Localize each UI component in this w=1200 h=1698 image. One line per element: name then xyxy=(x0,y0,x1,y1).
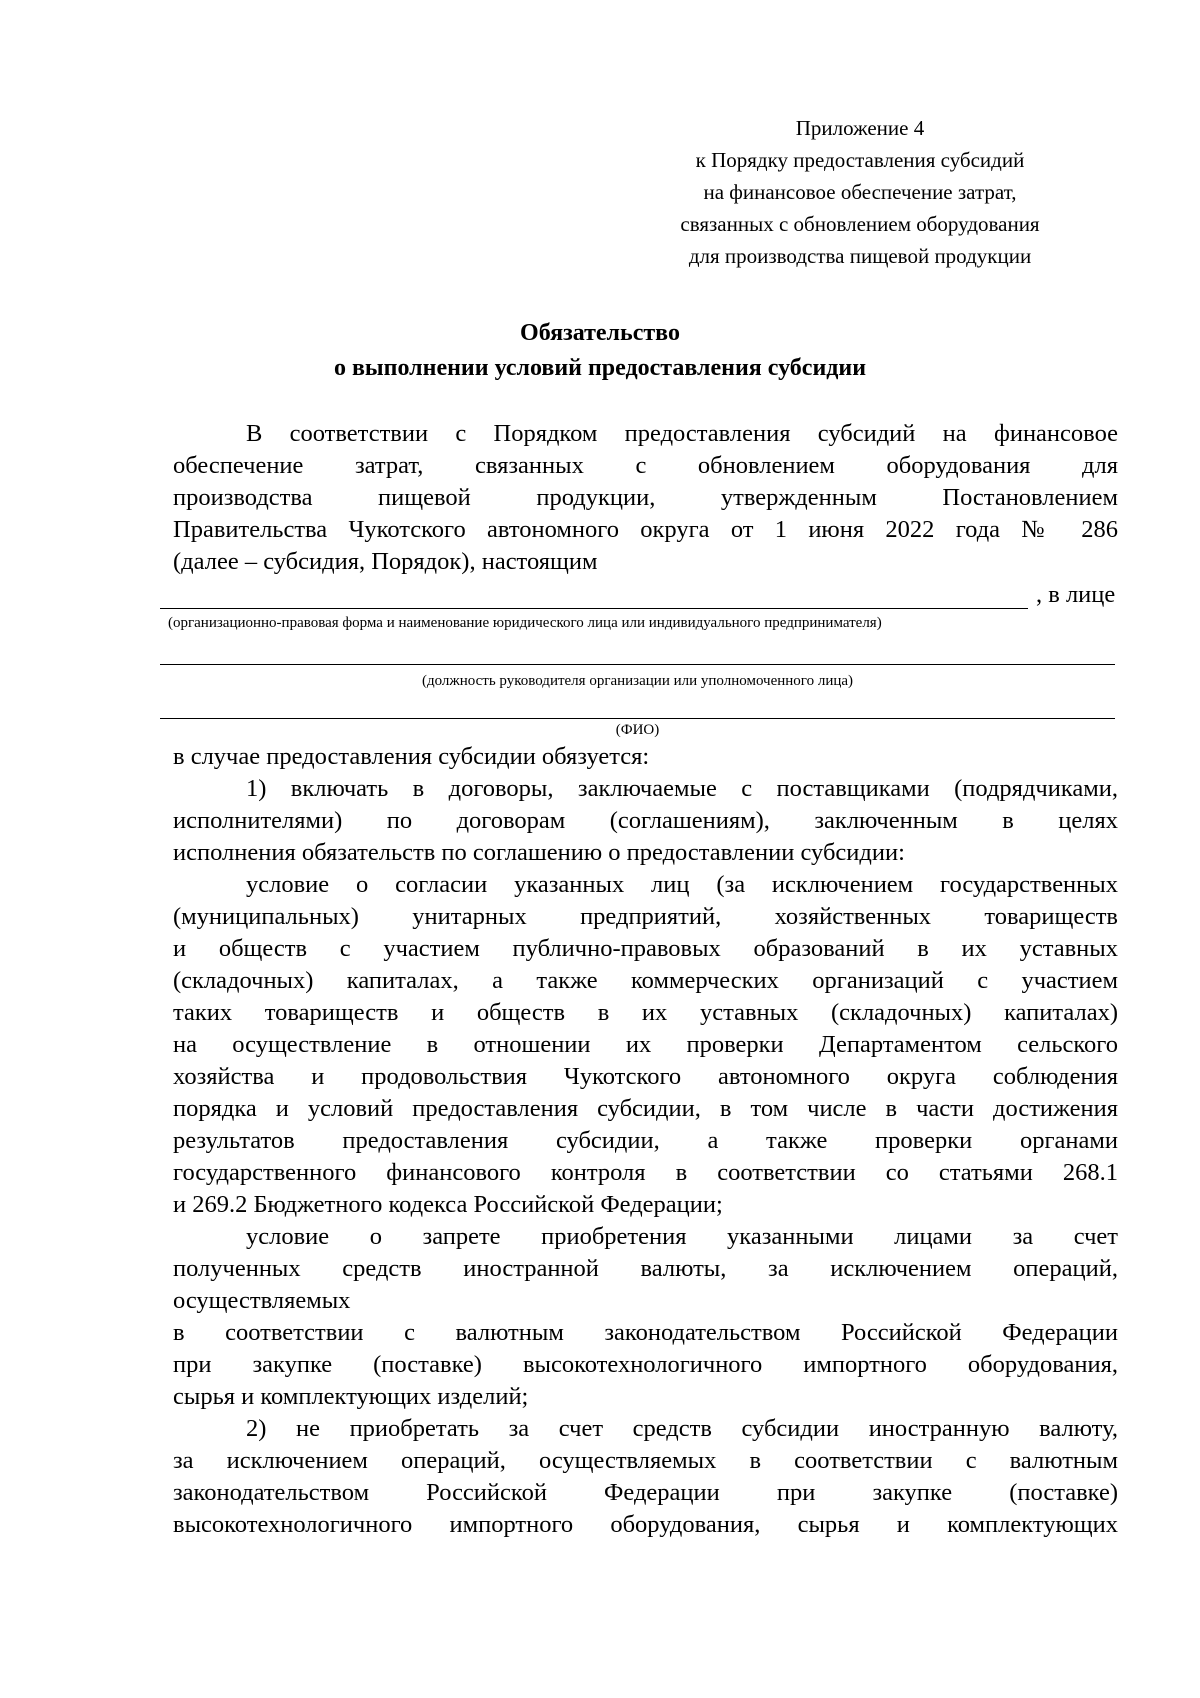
text-line: государственного финансового контроля в соответствии со статьями 268.1 xyxy=(173,1159,1118,1186)
appendix-header xyxy=(640,112,1080,272)
appendix-line: к Порядку предоставления субсидий xyxy=(695,148,1025,172)
position-caption: (должность руководителя организации или уполномоченного лица) xyxy=(421,673,854,689)
text-line: таких товариществ и обществ в их уставных (складочных) капиталах) xyxy=(173,999,1118,1026)
intro-paragraph xyxy=(173,418,1118,578)
text-line: за исключением операций, осуществляемых в соответствии с валютным xyxy=(173,1447,1118,1474)
document-title xyxy=(150,316,1050,386)
obligations-body xyxy=(173,741,1118,1541)
text-line: высокотехнологичного импортного оборудования, сырья и комплектующих xyxy=(173,1511,1118,1538)
text-line: осуществляемых xyxy=(173,1287,351,1314)
title-line-2: о выполнении условий предоставления субсидии xyxy=(333,355,867,381)
text-line: при закупке (поставке) высокотехнологичного импортного оборудования, xyxy=(173,1351,1118,1378)
text-line: на осуществление в отношении их проверки Департаментом сельского xyxy=(173,1031,1118,1058)
text-line: исполнения обязательств по соглашению о предоставлении субсидии: xyxy=(173,839,905,866)
text-line: и обществ с участием публично-правовых образований в их уставных xyxy=(173,935,1118,962)
appendix-line: связанных с обновлением оборудования xyxy=(680,212,1040,236)
title-line-1: Обязательство xyxy=(520,320,680,346)
text-line: хозяйства и продовольствия Чукотского автономного округа соблюдения xyxy=(173,1063,1118,1090)
text-line: в соответствии с валютным законодательством Российской Федерации xyxy=(173,1319,1118,1346)
text-line: порядка и условий предоставления субсидии, в том числе в части достижения xyxy=(173,1095,1118,1122)
text-line: 1) включать в договоры, заключаемые с поставщиками (подрядчиками, xyxy=(246,775,1118,802)
text-line: законодательством Российской Федерации при закупке (поставке) xyxy=(173,1479,1118,1506)
text-line: Правительства Чукотского автономного округа от 1 июня 2022 года № 286 xyxy=(173,516,1118,543)
org-name-caption: (организационно-правовая форма и наименование юридического лица или индивидуального предпринимателя) xyxy=(168,615,882,631)
org-name-field-line xyxy=(160,608,1028,609)
text-line: и 269.2 Бюджетного кодекса Российской Федерации; xyxy=(173,1191,723,1218)
text-line: производства пищевой продукции, утвержденным Постановлением xyxy=(173,484,1118,511)
text-line: условие о согласии указанных лиц (за исключением государственных xyxy=(246,871,1118,898)
text-line: результатов предоставления субсидии, а также проверки органами xyxy=(173,1127,1118,1154)
appendix-line: на финансовое обеспечение затрат, xyxy=(703,180,1017,204)
text-line: В соответствии с Порядком предоставления субсидий на финансовое xyxy=(246,420,1118,447)
text-line: исполнителями) по договорам (соглашениям), заключенным в целях xyxy=(173,807,1118,834)
text-line: условие о запрете приобретения указанными лицами за счет xyxy=(246,1223,1118,1250)
in-person-text: , в лице xyxy=(1036,581,1116,608)
fio-field-line xyxy=(160,718,1115,719)
text-line: (муниципальных) унитарных предприятий, хозяйственных товариществ xyxy=(173,903,1118,930)
appendix-line: Приложение 4 xyxy=(795,116,925,140)
text-line: в случае предоставления субсидии обязуется: xyxy=(173,743,650,770)
text-line: обеспечение затрат, связанных с обновлением оборудования для xyxy=(173,452,1118,479)
appendix-line: для производства пищевой продукции xyxy=(688,244,1032,268)
text-line: (складочных) капиталах, а также коммерческих организаций с участием xyxy=(173,967,1118,994)
fio-caption: (ФИО) xyxy=(615,722,660,738)
position-field-line xyxy=(160,664,1115,665)
text-line: сырья и комплектующих изделий; xyxy=(173,1383,529,1410)
text-line: 2) не приобретать за счет средств субсидии иностранную валюту, xyxy=(246,1415,1118,1442)
text-line: полученных средств иностранной валюты, за исключением операций, xyxy=(173,1255,1118,1282)
text-line: (далее – субсидия, Порядок), настоящим xyxy=(173,548,598,575)
